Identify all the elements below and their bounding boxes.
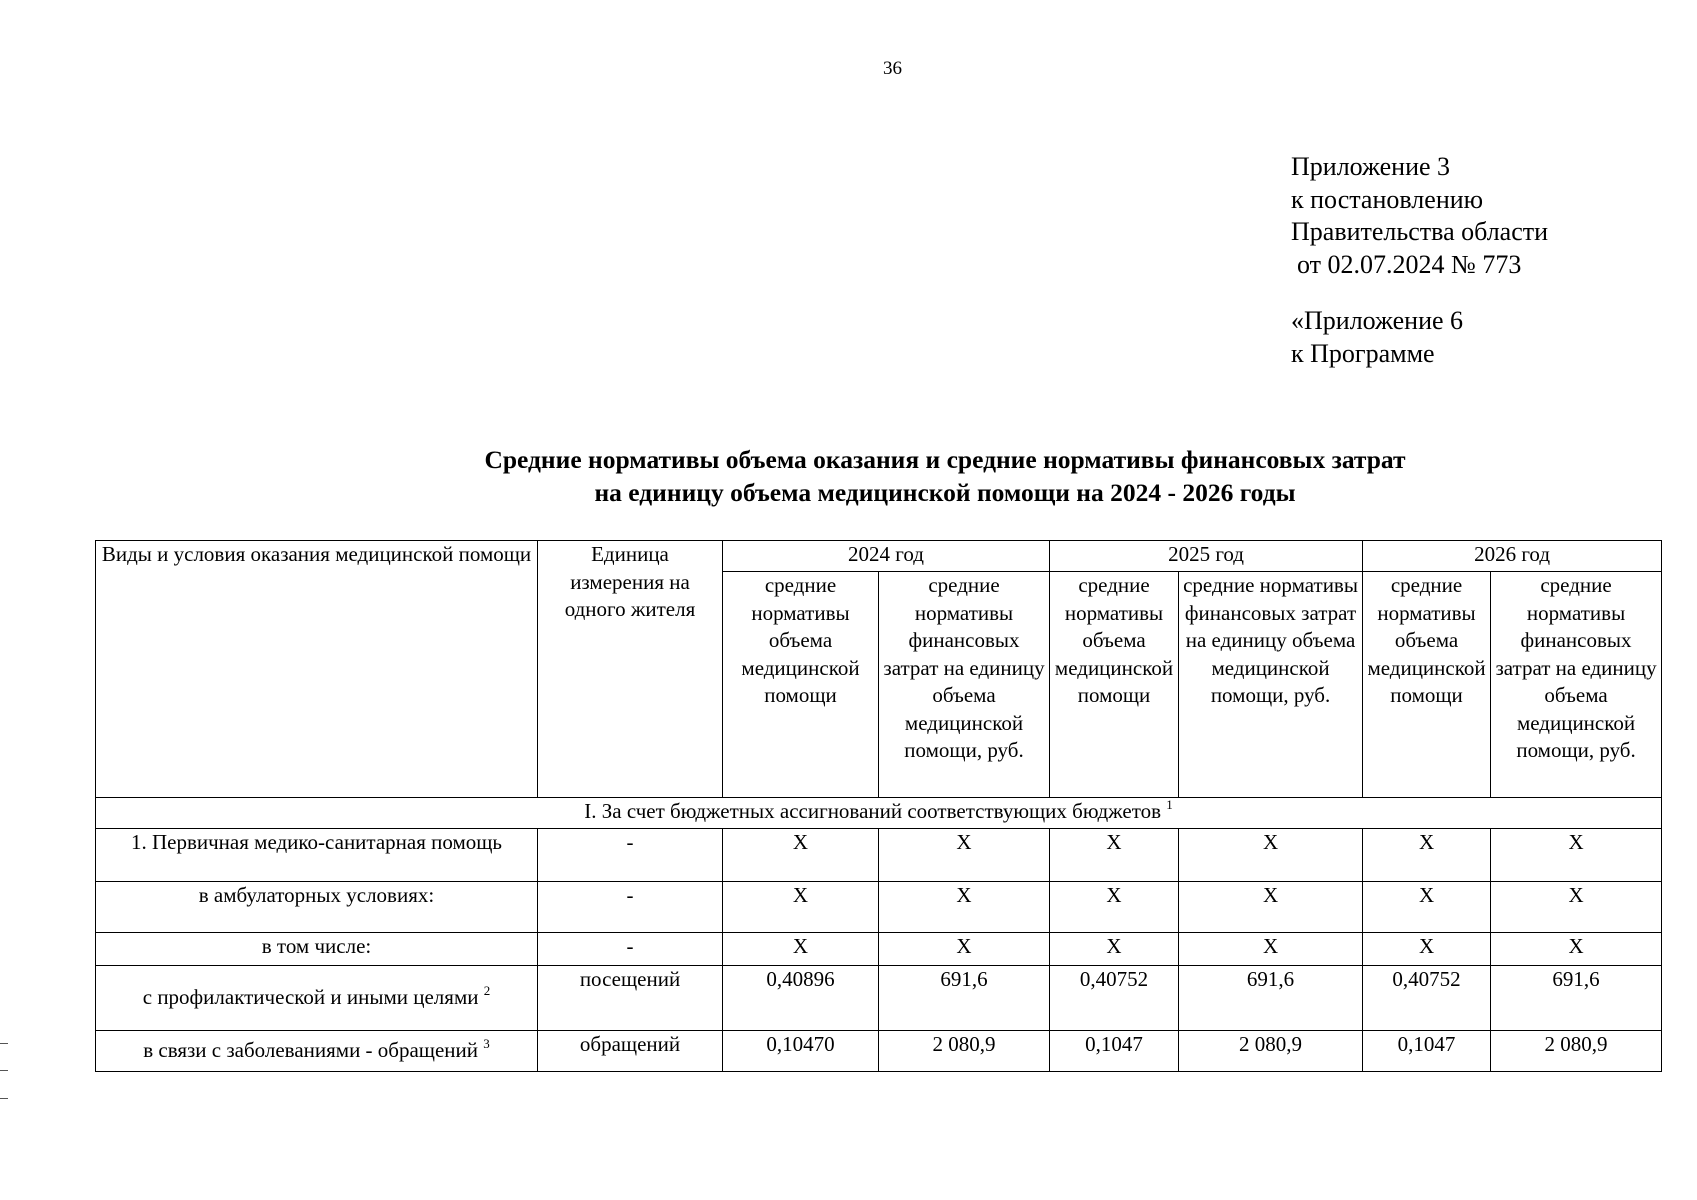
header-row <box>96 541 1662 572</box>
value-cell: X <box>1363 882 1491 933</box>
appendix-line: к постановлению <box>1291 184 1484 214</box>
value-cell: X <box>1179 882 1363 933</box>
section-row <box>96 798 1662 829</box>
value-cell: X <box>1491 933 1662 966</box>
header-year-2026: 2026 год <box>1363 541 1662 572</box>
value-cell: X <box>1491 829 1662 882</box>
value-cell: 2 080,9 <box>879 1031 1050 1072</box>
value-cell: X <box>879 829 1050 882</box>
value-cell: X <box>1050 829 1179 882</box>
value-cell: 2 080,9 <box>1491 1031 1662 1072</box>
row-label: с профилактической и иными целями <box>142 985 479 1010</box>
appendix-line: от 02.07.2024 № 773 <box>1297 249 1522 279</box>
value-cell: X <box>1363 933 1491 966</box>
header-year-2024: 2024 год <box>723 541 1050 572</box>
value-cell: 0,1047 <box>1050 1031 1179 1072</box>
appendix-line: Правительства области <box>1291 217 1549 246</box>
appendix-line: Приложение 3 <box>1291 152 1451 181</box>
value-cell: X <box>1363 829 1491 882</box>
binding-mark <box>0 1043 8 1099</box>
row-label: в том числе: <box>96 933 538 966</box>
unit-cell: обращений <box>538 1031 723 1072</box>
table-row <box>96 966 1662 1031</box>
value-cell: X <box>879 933 1050 966</box>
section-heading <box>96 798 1662 829</box>
page-number: 36 <box>883 58 902 79</box>
value-cell: X <box>1491 882 1662 933</box>
row-label: в связи с заболеваниями - обращений <box>143 1038 479 1063</box>
value-cell: 691,6 <box>1491 966 1662 1031</box>
norms-table <box>95 540 1662 1072</box>
value-cell: 0,40752 <box>1363 966 1491 1031</box>
title-line: на единицу объема медицинской помощи на 2024 - 2026 годы <box>594 478 1296 507</box>
value-cell: X <box>723 933 879 966</box>
value-cell: X <box>1050 882 1179 933</box>
appendix-line: к Программе <box>1291 338 1435 368</box>
row-label: 1. Первичная медико-санитарная помощь <box>96 829 538 882</box>
unit-cell: - <box>538 882 723 933</box>
row-label-cell <box>96 1031 538 1072</box>
value-cell: 0,1047 <box>1363 1031 1491 1072</box>
value-cell: 2 080,9 <box>1179 1031 1363 1072</box>
table-row <box>96 1031 1662 1072</box>
value-cell: X <box>723 829 879 882</box>
unit-cell: - <box>538 829 723 882</box>
value-cell: 0,40752 <box>1050 966 1179 1031</box>
value-cell: X <box>1179 829 1363 882</box>
footnote-marker: 3 <box>483 1036 490 1052</box>
appendix-line: «Приложение 6 <box>1291 306 1464 335</box>
value-cell: X <box>1050 933 1179 966</box>
subheader-cell: средние нормативы финансовых затрат на единицу объема медицинской помощи, руб. <box>879 572 1050 798</box>
value-cell: X <box>879 882 1050 933</box>
subheader-cell: средние нормативы объема медицинской помощи <box>723 572 879 798</box>
unit-cell: посещений <box>538 966 723 1031</box>
appendix-block <box>1291 151 1548 370</box>
unit-cell: - <box>538 933 723 966</box>
document-title <box>420 443 1470 509</box>
subheader-cell: средние нормативы финансовых затрат на единицу объема медицинской помощи, руб. <box>1491 572 1662 798</box>
value-cell: 0,10470 <box>723 1031 879 1072</box>
subheader-cell: средние нормативы финансовых затрат на единицу объема медицинской помощи, руб. <box>1179 572 1363 798</box>
table-row <box>96 933 1662 966</box>
value-cell: 691,6 <box>879 966 1050 1031</box>
subheader-cell: средние нормативы объема медицинской помощи <box>1050 572 1179 798</box>
header-type-cell: Виды и условия оказания медицинской помощи <box>96 541 538 798</box>
header-year-2025: 2025 год <box>1050 541 1363 572</box>
value-cell: X <box>1179 933 1363 966</box>
value-cell: X <box>723 882 879 933</box>
section-text: I. За счет бюджетных ассигнований соответствующих бюджетов <box>584 799 1162 823</box>
row-label: в амбулаторных условиях: <box>96 882 538 933</box>
row-label-cell <box>96 966 538 1031</box>
table-row <box>96 829 1662 882</box>
table-row <box>96 882 1662 933</box>
footnote-marker: 2 <box>483 983 491 999</box>
header-unit-cell: Единица измерения на одного жителя <box>538 541 723 798</box>
value-cell: 0,40896 <box>723 966 879 1031</box>
title-line: Средние нормативы объема оказания и средние нормативы финансовых затрат <box>484 445 1406 474</box>
footnote-marker: 1 <box>1166 797 1173 812</box>
value-cell: 691,6 <box>1179 966 1363 1031</box>
subheader-cell: средние нормативы объема медицинской помощи <box>1363 572 1491 798</box>
